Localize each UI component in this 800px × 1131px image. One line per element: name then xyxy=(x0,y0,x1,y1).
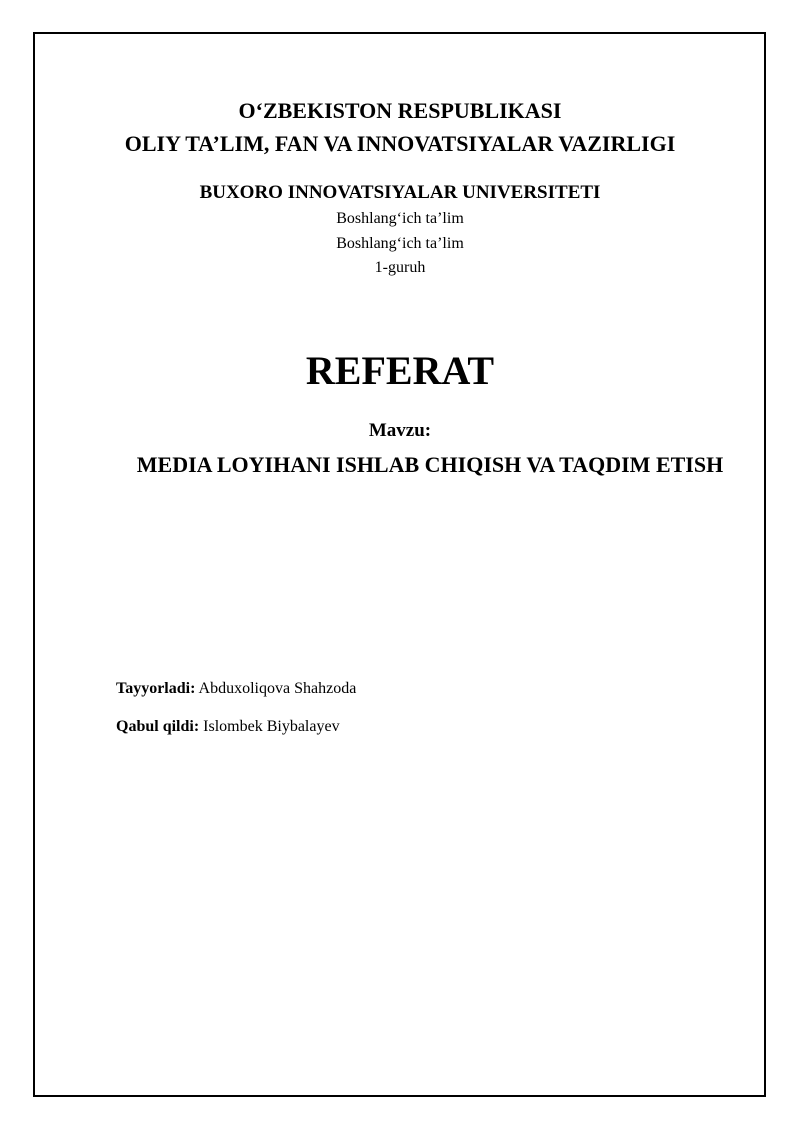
prepared-by-name: Abduxoliqova Shahzoda xyxy=(198,680,357,697)
direction-line: Boshlang‘ich ta’lim xyxy=(336,235,464,252)
faculty-line: Boshlang‘ich ta’lim xyxy=(336,210,464,227)
topic-label: Mavzu: xyxy=(368,420,432,441)
prepared-by-label: Tayyorladi: xyxy=(116,680,196,697)
accepted-by-name: Islombek Biybalayev xyxy=(203,718,340,735)
accepted-by-label: Qabul qildi: xyxy=(116,718,200,735)
accepted-by-line xyxy=(116,718,340,736)
country-heading: O‘ZBEKISTON RESPUBLIKASI xyxy=(238,98,562,123)
university-heading: BUXORO INNOVATSIYALAR UNIVERSITETI xyxy=(199,182,601,203)
topic-title: MEDIA LOYIHANI ISHLAB CHIQISH VA TAQDIM ETISH xyxy=(136,452,724,477)
prepared-by-line xyxy=(116,680,356,698)
document-type-title: REFERAT xyxy=(305,348,495,393)
group-line: 1-guruh xyxy=(374,259,426,276)
ministry-heading: OLIY TA’LIM, FAN VA INNOVATSIYALAR VAZIRLIGI xyxy=(124,131,676,156)
